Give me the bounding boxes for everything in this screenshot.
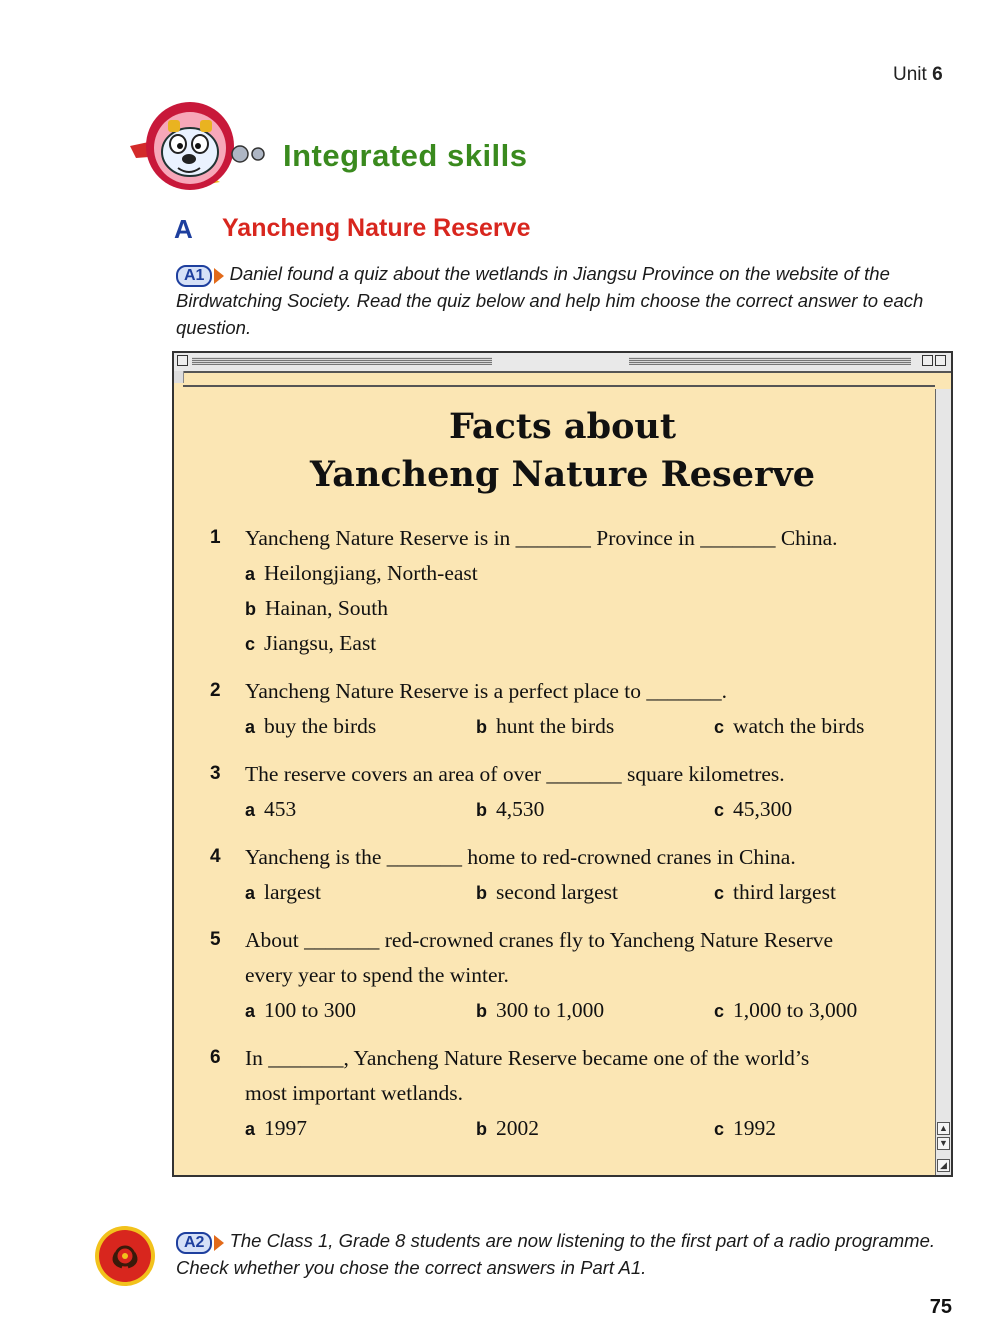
option-b[interactable]: b 4,530 <box>476 797 545 821</box>
a1-instruction-text: Daniel found a quiz about the wetlands in Jiangsu Province on the website of the Birdwatching Society. Read the quiz below and help him choose the correct answer to each question. <box>176 263 924 338</box>
question-text: In _______, Yancheng Nature Reserve became one of the world’s <box>245 1046 810 1070</box>
option-a[interactable]: a 100 to 300 <box>245 998 356 1022</box>
question-text-continued: most important wetlands. <box>245 1081 463 1105</box>
titlebar-stripes <box>192 357 492 365</box>
part-letter: A <box>174 214 193 244</box>
question-number: 3 <box>210 763 221 784</box>
cartoon-dog-mascot-icon <box>128 96 278 196</box>
option-c[interactable]: c Jiangsu, East <box>245 631 377 655</box>
play-arrow-icon <box>214 1235 224 1251</box>
window-left-strip <box>174 371 184 383</box>
window-divider <box>183 385 935 387</box>
question-number: 2 <box>210 680 221 701</box>
titlebar-stripes <box>629 357 911 365</box>
a1-instruction <box>176 260 936 341</box>
resize-grip-icon[interactable]: ◢ <box>937 1159 950 1172</box>
question-text-continued: every year to spend the winter. <box>245 963 509 987</box>
audio-cd-icon <box>94 1225 156 1287</box>
quiz-title-line2: Yancheng Nature Reserve <box>309 454 816 495</box>
option-c[interactable]: c 1992 <box>714 1116 777 1140</box>
page-number: 75 <box>929 1296 952 1318</box>
vertical-scrollbar[interactable] <box>935 389 951 1175</box>
option-a[interactable]: a 1997 <box>245 1116 308 1140</box>
a2-instruction <box>176 1227 946 1281</box>
option-c[interactable]: c watch the birds <box>714 714 865 738</box>
collapse-box-icon[interactable] <box>935 355 946 366</box>
option-b[interactable]: b 300 to 1,000 <box>476 998 605 1022</box>
a1-badge <box>176 265 224 287</box>
a2-instruction-text: The Class 1, Grade 8 students are now listening to the first part of a radio programme. Check whether you chose the correct answers in Part A1. <box>176 1230 935 1278</box>
section-title: Integrated skills <box>283 138 528 173</box>
question-text: About _______ red-crowned cranes fly to Yancheng Nature Reserve <box>245 928 834 952</box>
option-c[interactable]: c 1,000 to 3,000 <box>714 998 858 1022</box>
close-box-icon[interactable] <box>177 355 188 366</box>
question-text: Yancheng is the _______ home to red-crowned cranes in China. <box>245 845 796 869</box>
quiz-window <box>172 351 953 1177</box>
window-titlebar[interactable] <box>174 353 951 373</box>
a2-badge <box>176 1232 224 1254</box>
option-a[interactable]: a largest <box>245 880 321 904</box>
question-text: The reserve covers an area of over _______ square kilometres. <box>245 762 785 786</box>
option-b[interactable]: b Hainan, South <box>245 596 389 620</box>
scroll-down-arrow-icon[interactable]: ▼ <box>937 1137 950 1150</box>
question-number: 1 <box>210 527 221 548</box>
option-b[interactable]: b hunt the birds <box>476 714 615 738</box>
option-a[interactable]: a buy the birds <box>245 714 377 738</box>
question-number: 4 <box>210 846 221 867</box>
quiz-heading <box>174 403 951 499</box>
option-a[interactable]: a 453 <box>245 797 297 821</box>
part-title: Yancheng Nature Reserve <box>222 214 531 242</box>
scroll-up-arrow-icon[interactable]: ▲ <box>937 1122 950 1135</box>
question-number: 6 <box>210 1047 221 1068</box>
unit-prefix: Unit <box>893 64 927 85</box>
question-number: 5 <box>210 929 221 950</box>
option-a[interactable]: a Heilongjiang, North-east <box>245 561 478 585</box>
option-c[interactable]: c 45,300 <box>714 797 793 821</box>
option-b[interactable]: b 2002 <box>476 1116 539 1140</box>
option-c[interactable]: c third largest <box>714 880 836 904</box>
zoom-box-icon[interactable] <box>922 355 933 366</box>
quiz-title-line1: Facts about <box>448 406 677 447</box>
option-b[interactable]: b second largest <box>476 880 618 904</box>
question-text: Yancheng Nature Reserve is a perfect place to _______. <box>245 679 727 703</box>
question-text: Yancheng Nature Reserve is in _______ Province in _______ China. <box>245 526 838 550</box>
unit-number: 6 <box>932 64 943 85</box>
play-arrow-icon <box>214 268 224 284</box>
unit-label <box>893 64 943 86</box>
a2-badge-label: A2 <box>176 1232 212 1254</box>
a1-badge-label: A1 <box>176 265 212 287</box>
